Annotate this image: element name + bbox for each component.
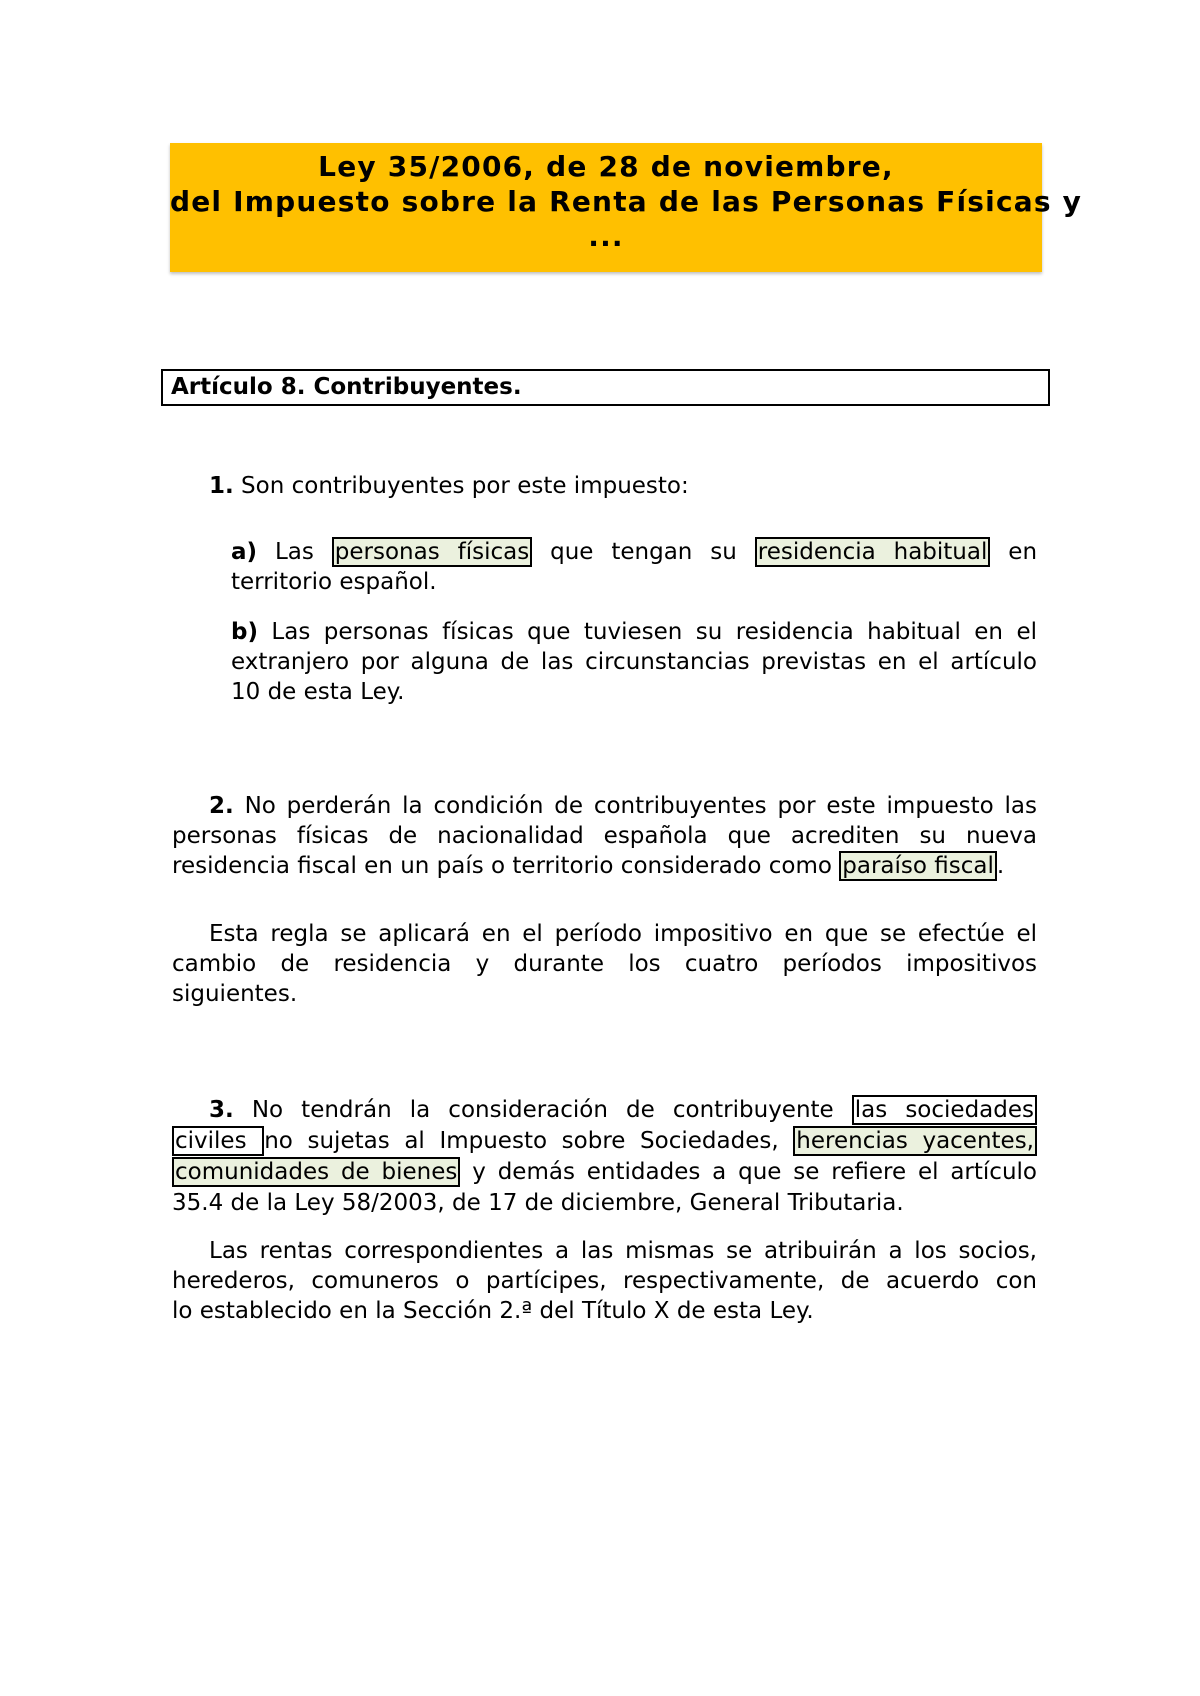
item-b-line-2: extranjero por alguna de las circunstancias previstas en el artículo [231,649,1037,675]
section-2-line-2: personas físicas de nacionalidad española que acrediten su nueva [172,823,1037,849]
item-a-text-3: en [990,539,1038,565]
section-2-line-3: residencia fiscal en un país o territorio considerado como [172,853,840,879]
boxed-las-sociedades: las sociedades [852,1095,1037,1125]
item-b-label: b) [231,619,258,645]
section-3-p2-line-1: Las rentas correspondientes a las mismas se atribuirán a los socios, [209,1238,1037,1264]
document-title-banner [170,143,1083,272]
item-a-label: a) [231,539,258,565]
section-1-item-a [231,537,1037,597]
section-2-period: . [996,853,1005,879]
section-1-item-b [231,617,1037,707]
section-1-intro-text: Son contribuyentes por este impuesto: [233,473,689,499]
highlight-comunidades-de-bienes: comunidades de bienes [172,1157,460,1187]
highlight-herencias-yacentes: herencias yacentes, [793,1126,1037,1156]
title-line-2: del Impuesto sobre la Renta de las Personas Físicas y [170,185,1083,218]
section-3-line-2: no sujetas al Impuesto sobre Sociedades, [264,1128,794,1154]
title-line-1: Ley 35/2006, de 28 de noviembre, [318,150,894,183]
item-a-text-2: que tengan su [532,539,755,565]
article-heading: Artículo 8. Contribuyentes. [161,369,1050,406]
section-3-line-3: y demás entidades a que se refiere el artículo [460,1159,1037,1185]
highlight-paraiso-fiscal: paraíso fiscal [839,851,997,881]
title-line-3: ... [588,220,624,253]
section-2-number: 2. [209,793,234,819]
section-2-p2-line-2: cambio de residencia y durante los cuatro períodos impositivos [172,951,1037,977]
boxed-civiles: civiles [172,1126,264,1156]
section-3-paragraph-2 [172,1236,1037,1326]
section-3-p2-line-3: lo establecido en la Sección 2.ª del Título X de esta Ley. [172,1298,814,1324]
section-3-p2-line-2: herederos, comuneros o partícipes, respectivamente, de acuerdo con [172,1268,1037,1294]
section-1-number: 1. [209,473,234,499]
section-2-p2-line-1: Esta regla se aplicará en el período impositivo en que se efectúe el [209,921,1037,947]
section-1-intro [209,471,1039,501]
item-b-line-3: 10 de esta Ley. [231,679,405,705]
highlight-personas-fisicas: personas físicas [332,537,532,567]
section-3-line-1: No tendrán la consideración de contribuyente [233,1097,852,1123]
section-2-p2-line-3: siguientes. [172,981,298,1007]
item-a-line-2: territorio español. [231,569,437,595]
section-2-paragraph-2 [172,919,1037,1009]
section-3-line-4: 35.4 de la Ley 58/2003, de 17 de diciembre, General Tributaria. [172,1190,904,1216]
section-2-line-1: No perderán la condición de contribuyentes por este impuesto las [233,793,1037,819]
item-b-line-1: Las personas físicas que tuviesen su residencia habitual en el [257,619,1037,645]
section-3-number: 3. [209,1097,234,1123]
section-2-paragraph [172,791,1037,881]
section-3-paragraph [172,1095,1037,1219]
item-a-text-1: Las [257,539,332,565]
highlight-residencia-habitual: residencia habitual [755,537,991,567]
